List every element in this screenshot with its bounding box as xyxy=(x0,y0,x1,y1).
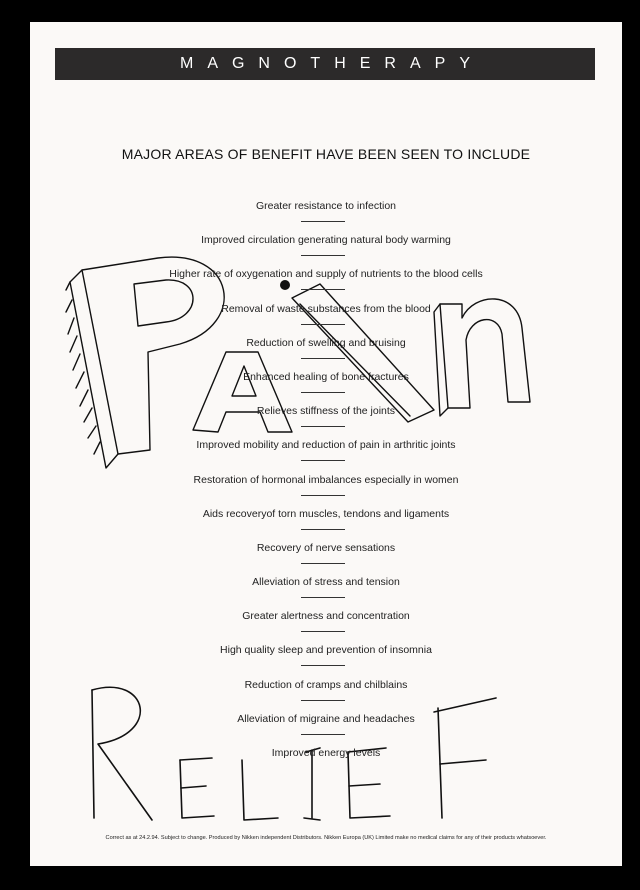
list-item: Removal of waste substances from the blood xyxy=(30,299,622,333)
page-title: MAGNOTHERAPY xyxy=(179,55,484,72)
footer-disclaimer: Correct as at 24.2.94. Subject to change. Produced by Nikken independent Distributors. Nikken Europa (UK) Limited make no medical claims for any of their products whatsoever. xyxy=(105,835,547,841)
list-item: Improved mobility and reduction of pain in arthritic joints xyxy=(30,435,622,469)
list-item: Alleviation of migraine and headaches xyxy=(30,709,622,743)
list-item: Alleviation of stress and tension xyxy=(30,572,622,606)
subtitle-heading: MAJOR AREAS OF BENEFIT HAVE BEEN SEEN TO INCLUDE xyxy=(121,146,531,162)
list-item: Greater resistance to infection xyxy=(30,196,622,230)
list-item: High quality sleep and prevention of insomnia xyxy=(30,640,622,674)
list-item: Enhanced healing of bone fractures xyxy=(30,367,622,401)
benefits-list xyxy=(30,196,622,777)
list-item: Greater alertness and concentration xyxy=(30,606,622,640)
list-item: Relieves stiffness of the joints xyxy=(30,401,622,435)
poster-sheet xyxy=(30,22,622,866)
title-banner xyxy=(55,48,595,80)
list-item: Higher rate of oxygenation and supply of nutrients to the blood cells xyxy=(30,264,622,298)
list-item: Reduction of swelling and bruising xyxy=(30,333,622,367)
list-item: Restoration of hormonal imbalances especially in women xyxy=(30,470,622,504)
list-item: Improved circulation generating natural body warming xyxy=(30,230,622,264)
list-item: Improved energy levels xyxy=(271,747,381,759)
list-item: Reduction of cramps and chilblains xyxy=(30,675,622,709)
list-item: Recovery of nerve sensations xyxy=(30,538,622,572)
list-item: Aids recoveryof torn muscles, tendons and ligaments xyxy=(30,504,622,538)
